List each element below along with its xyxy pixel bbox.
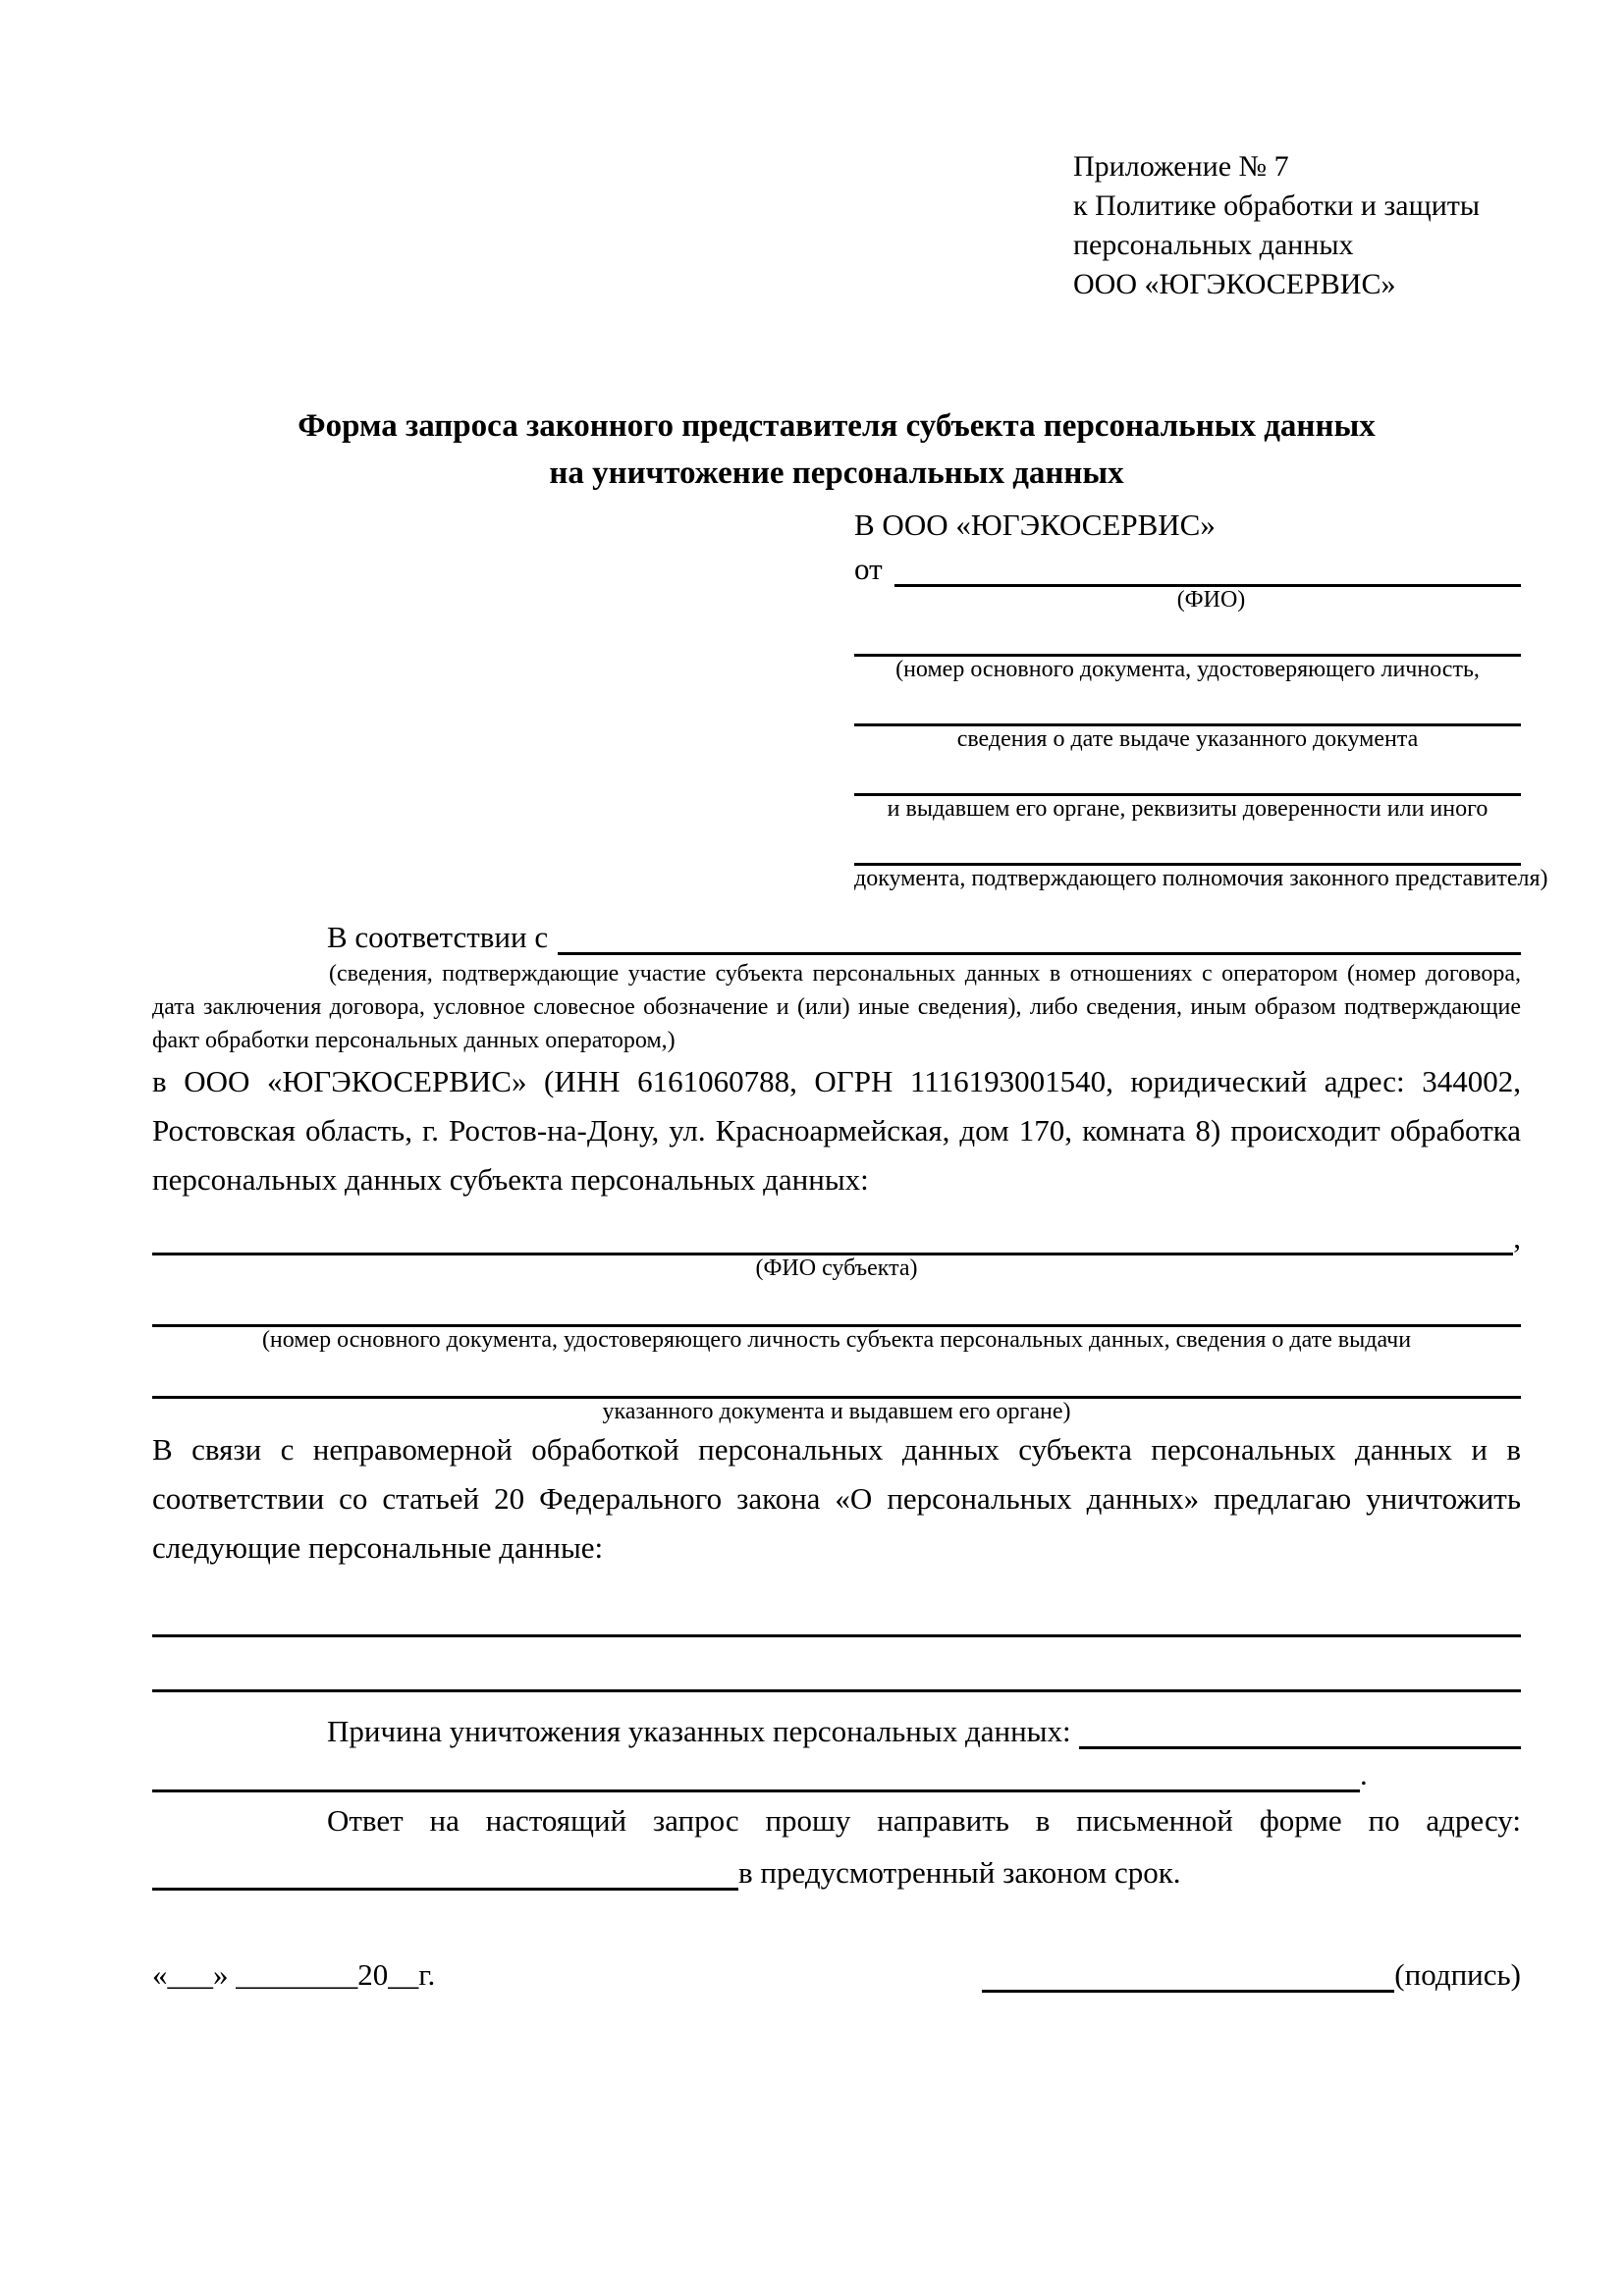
accordance-blank-line xyxy=(558,952,1521,955)
reason-blank-line xyxy=(1079,1746,1521,1749)
reason-period: . xyxy=(1360,1757,1368,1791)
unlawful-processing-paragraph: В связи с неправомерной обработкой персональных данных субъекта персональных данных и в соответствии со статьей 20 Федерального закона «О персональных данных» предлагаю уничтожить следующие персональные данные: xyxy=(152,1432,1521,1565)
accordance-row xyxy=(152,910,1521,955)
subject-fio-caption: (ФИО субъекта) xyxy=(755,1255,918,1281)
subject-doc-caption: (номер основного документа, удостоверяющего личность субъекта персональных данных, сведения о дате выдачи xyxy=(261,1327,1412,1353)
form-title xyxy=(152,402,1521,497)
from-row xyxy=(854,546,1521,587)
representative-doc-blank-line xyxy=(854,753,1521,796)
signature-footer xyxy=(152,1953,1521,1993)
answer-address-row xyxy=(152,1845,1521,1891)
representative-doc-caption: сведения о дате выдаче указанного документа xyxy=(956,726,1419,752)
subject-doc-blank-line xyxy=(152,1354,1521,1399)
reason-continuation-row xyxy=(152,1749,1521,1792)
accordance-label: В соответствии с xyxy=(327,920,549,954)
subject-doc-blank-line xyxy=(152,1282,1521,1327)
appendix-header-line: персональных данных xyxy=(1073,229,1354,261)
form-title-line2: на уничтожение персональных данных xyxy=(549,455,1124,491)
accordance-note: (сведения, подтверждающие участие субъекта персональных данных в отношениях с оператором (номер договора, дата заключения договора, условное словесное обозначение и (или) иные сведения), либо сведения, иным образом подтверждающие факт обработки персональных данных оператором,) xyxy=(152,961,1521,1053)
appendix-header-line: к Политике обработки и защиты xyxy=(1073,189,1481,222)
subject-fio-comma: , xyxy=(1513,1220,1521,1255)
reason-blank-line2 xyxy=(152,1789,1360,1792)
from-label: от xyxy=(854,552,883,586)
representative-doc-caption: (номер основного документа, удостоверяющего личность, xyxy=(895,657,1480,682)
signature-group xyxy=(982,1953,1521,1993)
fio-caption: (ФИО) xyxy=(1176,587,1246,613)
data-to-destroy-blank-line xyxy=(152,1573,1521,1637)
representative-doc-caption: и выдавшем его органе, реквизиты доверенности или иного xyxy=(887,796,1489,822)
appendix-header-line: Приложение № 7 xyxy=(1073,150,1289,183)
operator-paragraph: в ООО «ЮГЭКОСЕРВИС» (ИНН 6161060788, ОГРН 1116193001540, юридический адрес: 344002, Ростовская область, г. Ростов-на-Дону, ул. Красноармейская, дом 170, комната 8) происходит обработка персональных данных субъекта персональных данных: xyxy=(152,1064,1521,1197)
appendix-header xyxy=(1073,147,1521,304)
representative-doc-blank-line xyxy=(854,683,1521,726)
reason-row xyxy=(152,1702,1521,1749)
signature-caption: (подпись) xyxy=(1394,1957,1521,1992)
subject-doc-caption: указанного документа и выдавшем его органе) xyxy=(602,1399,1071,1424)
answer-address-blank-line xyxy=(152,1888,738,1891)
answer-term-text: в предусмотренный законом срок. xyxy=(738,1855,1181,1890)
form-title-line1: Форма запроса законного представителя субъекта персональных данных xyxy=(298,408,1376,444)
representative-doc-blank-line xyxy=(854,823,1521,866)
appendix-header-line: ООО «ЮГЭКОСЕРВИС» xyxy=(1073,268,1396,300)
answer-request-line: Ответ на настоящий запрос прошу направить в письменной форме по адресу: xyxy=(327,1803,1521,1838)
date-line: «___» ________20__г. xyxy=(152,1957,436,1992)
representative-doc-caption: документа, подтверждающего полномочия законного представителя) xyxy=(854,866,1548,891)
addressee-to: В ООО «ЮГЭКОСЕРВИС» xyxy=(854,507,1216,542)
signature-blank-line xyxy=(982,1953,1394,1993)
representative-doc-blank-line xyxy=(854,614,1521,657)
subject-fio-row xyxy=(152,1212,1521,1255)
data-to-destroy-blank-line xyxy=(152,1637,1521,1692)
addressee-block xyxy=(854,505,1548,892)
reason-label: Причина уничтожения указанных персональных данных: xyxy=(327,1714,1071,1748)
